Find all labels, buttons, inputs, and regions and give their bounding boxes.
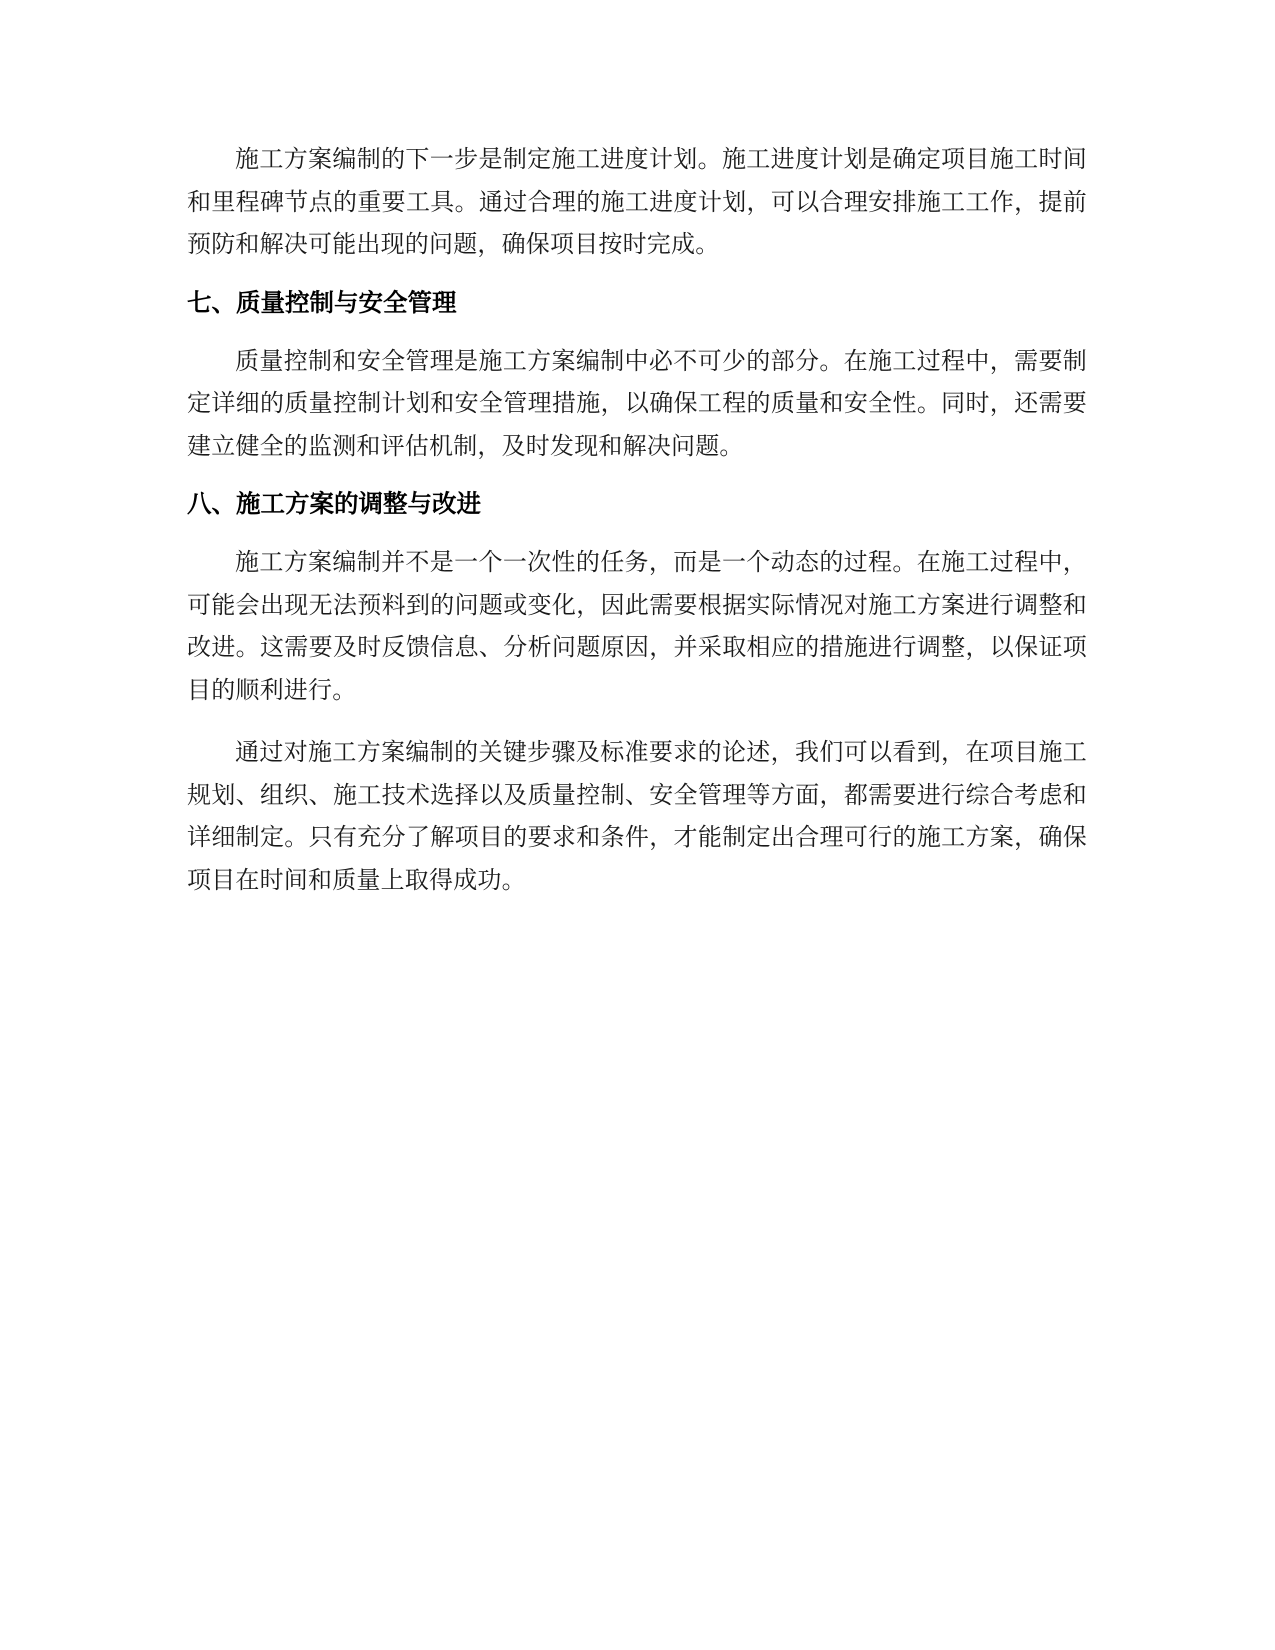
- paragraph-quality-safety: 质量控制和安全管理是施工方案编制中必不可少的部分。在施工过程中，需要制定详细的质量控制计划和安全管理措施，以确保工程的质量和安全性。同时，还需要建立健全的监测和评估机制，及时发现和解决问题。: [187, 346, 1087, 460]
- paragraph-adjustment: 施工方案编制并不是一个一次性的任务，而是一个动态的过程。在施工过程中，可能会出现无法预料到的问题或变化，因此需要根据实际情况对施工方案进行调整和改进。这需要及时反馈信息、分析问题原因，并采取相应的措施进行调整，以保证项目的顺利进行。: [187, 548, 1087, 704]
- paragraph-conclusion: 通过对施工方案编制的关键步骤及标准要求的论述，我们可以看到，在项目施工规划、组织、施工技术选择以及质量控制、安全管理等方面，都需要进行综合考虑和详细制定。只有充分了解项目的要求和条件，才能制定出合理可行的施工方案，确保项目在时间和质量上取得成功。: [187, 738, 1087, 894]
- section-heading-quality-safety: 七、质量控制与安全管理: [187, 287, 457, 317]
- section-heading-adjustment: 八、施工方案的调整与改进: [187, 489, 481, 518]
- paragraph-schedule-plan: 施工方案编制的下一步是制定施工进度计划。施工进度计划是确定项目施工时间和里程碑节点的重要工具。通过合理的施工进度计划，可以合理安排施工工作，提前预防和解决可能出现的问题，确保项目按时完成。: [187, 145, 1087, 258]
- document-body: [187, 138, 1087, 921]
